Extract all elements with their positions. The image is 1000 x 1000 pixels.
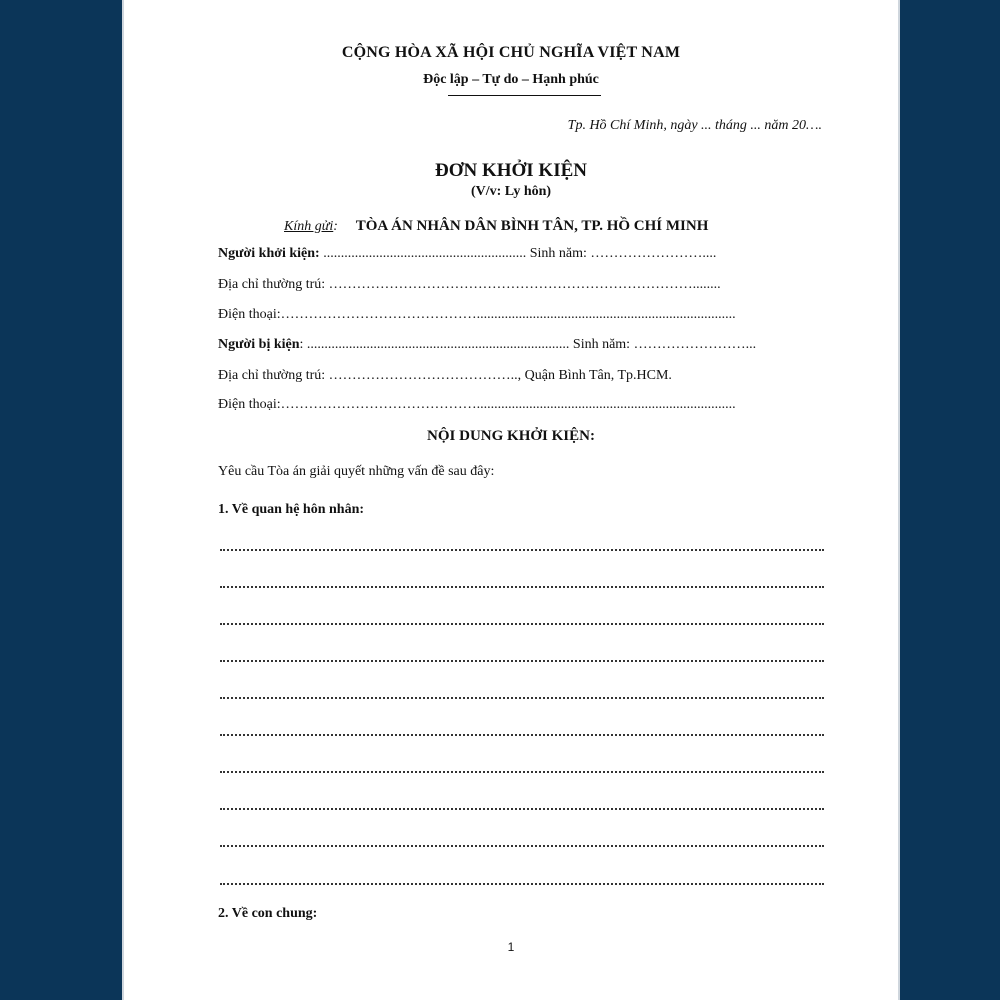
marriage-fill-line[interactable]: [220, 660, 824, 662]
defendant-phone-label: Điện thoại:: [218, 397, 281, 412]
defendant-address-label: Địa chỉ thường trú:: [218, 368, 329, 383]
recipient-label: Kính gửi:: [284, 219, 338, 234]
defendant-address-fill[interactable]: ………………………………….., Quận Bình Tân, Tp.HCM.: [328, 368, 672, 383]
marriage-fill-line[interactable]: [220, 623, 824, 625]
marriage-fill-line[interactable]: [220, 734, 824, 736]
defendant-name-colon: :: [299, 337, 307, 352]
recipient-row: [284, 218, 708, 235]
national-title: CỘNG HÒA XÃ HỘI CHỦ NGHĨA VIỆT NAM: [341, 44, 681, 61]
plaintiff-phone-fill[interactable]: ……………………………………..........................................................................: [280, 307, 736, 322]
defendant-birth-fill[interactable]: ……………………...: [633, 337, 757, 352]
marriage-fill-line[interactable]: [220, 549, 824, 551]
national-motto: Độc lập – Tự do – Hạnh phúc: [423, 72, 599, 87]
plaintiff-address-row[interactable]: [218, 277, 721, 293]
plaintiff-address-label: Địa chỉ thường trú:: [218, 277, 329, 292]
defendant-name-fill[interactable]: ...........................................................................: [306, 337, 570, 352]
marriage-fill-line[interactable]: [220, 771, 824, 773]
plaintiff-phone-row[interactable]: [218, 307, 736, 323]
defendant-birth-label: Sinh năm:: [569, 337, 634, 352]
plaintiff-phone-label: Điện thoại:: [218, 307, 281, 322]
motto-underline: [448, 95, 601, 96]
marriage-fill-line[interactable]: [220, 808, 824, 810]
marriage-fill-line[interactable]: [220, 586, 824, 588]
document-title: ĐƠN KHỞI KIỆN: [434, 160, 588, 181]
defendant-phone-row[interactable]: [218, 397, 736, 413]
plaintiff-name-label: Người khởi kiện:: [218, 246, 320, 261]
section-marriage-heading: 1. Về quan hệ hôn nhân:: [218, 502, 365, 517]
plaintiff-birth-fill[interactable]: ……………………....: [590, 246, 717, 261]
section-children-heading: 2. Về con chung:: [218, 906, 318, 921]
content-intro: Yêu cầu Tòa án giải quyết những vấn đề sau đây:: [218, 464, 495, 479]
marriage-fill-line[interactable]: [220, 697, 824, 699]
defendant-phone-fill[interactable]: ……………………………………..........................................................................: [280, 397, 736, 412]
marriage-fill-line[interactable]: [220, 845, 824, 847]
plaintiff-name-row[interactable]: [218, 246, 716, 262]
plaintiff-address-fill[interactable]: ……………………………………………………………………........: [328, 277, 721, 292]
page-number: 1: [507, 940, 515, 954]
marriage-fill-line[interactable]: [220, 883, 824, 885]
defendant-name-row[interactable]: [218, 337, 756, 353]
recipient-value: TÒA ÁN NHÂN DÂN BÌNH TÂN, TP. HỒ CHÍ MINH: [355, 218, 709, 234]
content-heading: NỘI DUNG KHỞI KIỆN:: [427, 428, 595, 444]
plaintiff-birth-label: Sinh năm:: [526, 246, 591, 261]
defendant-name-label: Người bị kiện: [218, 337, 300, 352]
document-subject: (V/v: Ly hôn): [470, 184, 552, 199]
place-date-line: Tp. Hồ Chí Minh, ngày ... tháng ... năm 20….: [567, 118, 822, 133]
document-page: [122, 0, 900, 1000]
plaintiff-name-fill[interactable]: ..........................................................: [319, 246, 527, 261]
defendant-address-row[interactable]: [218, 368, 672, 384]
